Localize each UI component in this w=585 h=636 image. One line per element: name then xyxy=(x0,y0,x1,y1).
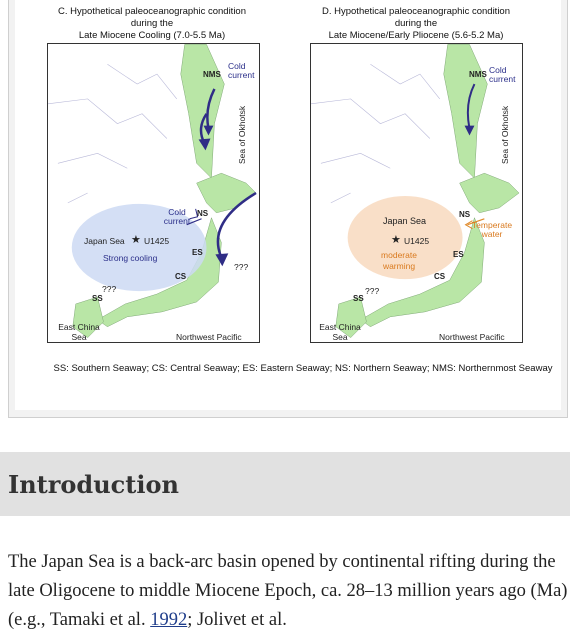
panel-c-strong-cooling-label: Strong cooling xyxy=(103,253,158,263)
panel-c-map-drawing xyxy=(48,44,259,342)
intro-text-after: ; Jolivet et al. xyxy=(187,610,287,630)
panel-d-east-china-sea-label: East China Sea xyxy=(319,322,361,342)
section-title: Introduction xyxy=(8,470,179,499)
panel-c-title xyxy=(27,6,277,42)
panel-d-northwest-pacific-label: Northwest Pacific xyxy=(439,332,505,342)
intro-paragraph xyxy=(8,548,570,635)
panel-d-title-line-2: during the xyxy=(394,18,438,29)
panel-c-map xyxy=(47,43,260,343)
panel-c-sakhalin xyxy=(181,44,225,178)
panel-c-es-label: ES xyxy=(192,248,203,257)
panel-c-ss-label: SS xyxy=(92,294,103,303)
panel-c-title-line-3: Late Miocene Cooling (7.0-5.5 Ma) xyxy=(78,30,226,41)
panel-c-title-line-1: C. Hypothetical paleoceanographic condition xyxy=(57,6,246,17)
figure-inner xyxy=(15,0,561,410)
panel-d-map xyxy=(310,43,523,343)
panel-d-site-label: U1425 xyxy=(404,236,430,246)
section-header xyxy=(0,452,570,516)
panel-c-cold-current-mid-label: Cold current xyxy=(163,207,191,226)
panel-d-map-drawing xyxy=(311,44,522,342)
panel-c-site-label: U1425 xyxy=(144,236,170,246)
panel-d-sea-okhotsk-label: Sea of Okhotsk xyxy=(500,105,510,164)
panel-c-nms-label: NMS xyxy=(203,70,221,79)
figure-frame xyxy=(8,0,568,418)
panel-c-japan-sea-label: Japan Sea xyxy=(84,236,125,246)
panel-c-ns-label: NS xyxy=(197,209,209,218)
panel-d-ns-label: NS xyxy=(459,210,471,219)
panel-d-title-line-1: D. Hypothetical paleoceanographic condition xyxy=(321,6,510,17)
figure-caption: SS: Southern Seaway; CS: Central Seaway; ES: Eastern Seaway; NS: Northern Seaway; NMS: Northernmost Seaway xyxy=(53,363,553,374)
panel-d-site-star-icon: ★ xyxy=(391,234,401,246)
panel-c-title-line-2: during the xyxy=(130,18,174,29)
panel-d-cs-label: CS xyxy=(434,272,446,281)
panel-d-es-label: ES xyxy=(453,250,464,259)
panel-d-temperate-water-label: Temperate water xyxy=(471,220,513,239)
panel-d-hokkaido xyxy=(460,173,519,213)
panel-c-site-star-icon: ★ xyxy=(131,234,141,246)
reference-link[interactable]: 1992 xyxy=(150,610,188,630)
panel-d-cold-current-top-label: Cold current xyxy=(489,65,516,84)
panel-c-unknown-a-label: ??? xyxy=(234,262,249,272)
panel-c-sea-okhotsk-label: Sea of Okhotsk xyxy=(237,105,247,164)
panel-c-east-china-sea-label: East China Sea xyxy=(58,322,100,342)
panel-d-unknown-label: ??? xyxy=(365,286,380,296)
panel-d-ss-label: SS xyxy=(353,294,364,303)
panel-d-sakhalin xyxy=(444,44,488,178)
intro-text-before: The Japan Sea is a back-arc basin opened by continental rifting during the late Oligocene to middle Miocene Epoch, ca. 28–13 million years ago (Ma) (e.g., Tamaki et al. xyxy=(8,552,568,630)
panel-d-title-line-3: Late Miocene/Early Pliocene (5.6-5.2 Ma) xyxy=(328,30,504,41)
panel-c-cs-label: CS xyxy=(175,272,187,281)
panel-d-title xyxy=(291,6,541,42)
panel-d-japan-sea-label: Japan Sea xyxy=(383,216,427,226)
panel-d-nms-label: NMS xyxy=(469,70,487,79)
panel-c-northwest-pacific-label: Northwest Pacific xyxy=(176,332,242,342)
panel-c-hokkaido xyxy=(197,173,256,213)
panel-c-cold-current-top-label: Cold current xyxy=(228,61,255,80)
panel-d-moderate-warming-label: moderate warming xyxy=(381,250,417,271)
panel-c-unknown-b-label: ??? xyxy=(102,284,117,294)
